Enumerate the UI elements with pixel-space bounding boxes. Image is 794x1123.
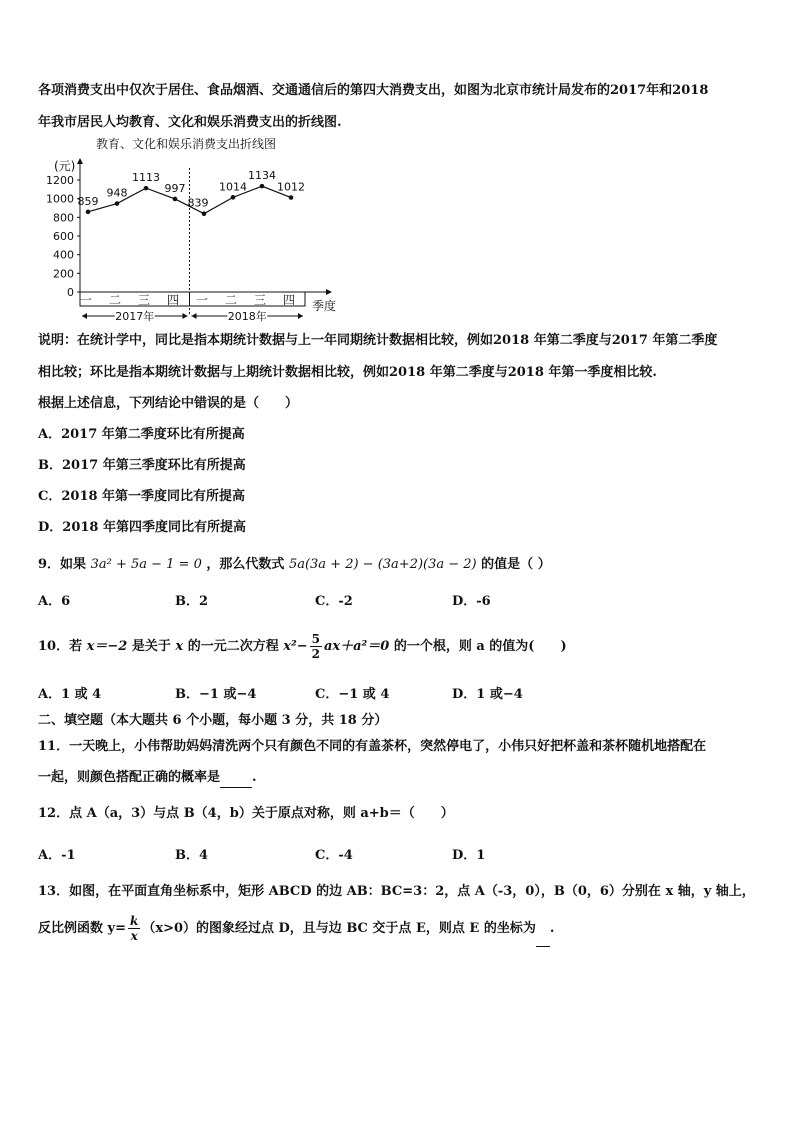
q8-option-c: C．2018 年第一季度同比有所提高	[38, 489, 246, 504]
y-tick-label: 800	[53, 211, 74, 225]
q10-eq-part-2: ax＋a²＝0	[323, 639, 390, 654]
line-chart	[36, 130, 356, 322]
q10-root: x＝−2	[86, 639, 128, 654]
x-category-label: 三	[253, 293, 267, 307]
data-point	[86, 210, 91, 215]
q10-eq-part-1: x²−	[283, 639, 308, 654]
data-label: 859	[77, 194, 99, 208]
y-axis-label: (元)	[54, 159, 76, 173]
q10-frac-den: 2	[311, 647, 320, 661]
year-bracket-arrow-right	[183, 313, 188, 319]
y-tick-label: 1000	[46, 192, 74, 206]
y-axis-arrow	[77, 158, 83, 164]
q13-prefix: 反比例函数 y=	[38, 921, 126, 936]
data-point	[173, 197, 178, 202]
data-point	[202, 211, 207, 216]
q13-frac-num: k	[129, 914, 139, 928]
q10-option-a: A．1 或 4	[38, 687, 102, 702]
x-category-label: 四	[282, 293, 296, 307]
y-tick-label: 1200	[46, 174, 74, 187]
q9-option-d: D．-6	[452, 594, 491, 609]
data-point	[144, 186, 149, 191]
q9-mid: ，那么代数式	[206, 557, 285, 572]
intro-line-2: 年我市居民人均教育、文化和娱乐消费支出的折线图.	[38, 115, 342, 130]
x-category-label: 三	[137, 293, 151, 307]
data-label: 948	[106, 186, 128, 200]
q13-answer-blank	[536, 912, 550, 947]
x-axis-arrow	[326, 289, 332, 295]
q8-option-d: D．2018 年第四季度同比有所提高	[38, 520, 246, 535]
y-tick-label: 200	[53, 267, 74, 281]
data-point	[260, 184, 265, 189]
q10-option-c: C．−1 或 4	[315, 687, 390, 702]
q11-line-2	[38, 769, 257, 788]
data-label: 1134	[248, 169, 276, 183]
q12-option-a: A．-1	[38, 848, 76, 863]
q10-variable: x	[175, 639, 184, 654]
chart-y-ticks	[46, 174, 80, 299]
x-category-label: 一	[195, 293, 209, 307]
q10-suffix: 的一个根，则 a 的值为( )	[393, 639, 567, 654]
chart-title: 教育、文化和娱乐消费支出折线图	[96, 137, 277, 151]
q13-line-2	[38, 912, 554, 947]
intro-line-1: 各项消费支出中仅次于居住、食品烟酒、交通通信后的第四大消费支出，如图为北京市统计局发布的2017年和2018	[38, 83, 709, 98]
data-label: 997	[164, 181, 186, 195]
q12-option-c: C．-4	[315, 848, 353, 863]
chart-x-categories	[80, 292, 305, 322]
q13-frac-den: x	[130, 929, 138, 943]
q10-mid2: 的一元二次方程	[187, 639, 279, 654]
q9-prefix: 9．如果	[38, 557, 87, 572]
q12-option-b: B．4	[175, 848, 209, 863]
x-category-label: 二	[108, 293, 122, 307]
q9-equation: 3a² + 5a − 1 = 0	[90, 557, 202, 572]
q9-option-c: C．-2	[315, 594, 353, 609]
year-bracket-arrow-right	[298, 313, 303, 319]
y-tick-label: 600	[53, 230, 74, 243]
note-line-1: 说明：在统计学中，同比是指本期统计数据与上一年同期统计数据相比较，例如2018 年第二季度与2017 年第二季度	[38, 333, 718, 348]
x-category-label: 一	[79, 293, 93, 307]
q13-line-1: 13．如图，在平面直角坐标系中，矩形 ABCD 的边 AB：BC=3：2，点 A（-3，0），B（0，6）分别在 x 轴，y 轴上，	[38, 884, 755, 899]
x-category-label: 二	[224, 293, 238, 307]
data-point	[115, 201, 120, 206]
q9-stem	[38, 556, 551, 574]
q11-end: .	[252, 770, 257, 785]
q13-end: .	[549, 921, 555, 936]
data-label: 1113	[132, 171, 160, 185]
q9-option-a: A．6	[38, 594, 71, 609]
q10-prefix: 10．若	[38, 639, 83, 654]
year-label: 2018年	[227, 310, 267, 322]
year-bracket-arrow-left	[192, 313, 197, 319]
x-category-label: 四	[166, 293, 180, 307]
q12-stem: 12．点 A（a，3）与点 B（4，b）关于原点对称，则 a+b＝（ ）	[38, 806, 454, 821]
q13-fraction	[128, 914, 140, 943]
q8-option-b: B．2017 年第三季度环比有所提高	[38, 458, 246, 473]
data-label: 1014	[219, 180, 247, 194]
q9-option-b: B．2	[175, 594, 209, 609]
q11-text: 一起，则颜色搭配正确的概率是	[38, 770, 221, 785]
q10-fraction	[310, 632, 322, 661]
q10-mid: 是关于	[131, 639, 171, 654]
chart-series	[78, 169, 306, 216]
q11-answer-blank	[220, 769, 252, 788]
q10-stem	[38, 630, 567, 664]
q9-expression: 5a(3a + 2) − (3a+2)(3a − 2)	[288, 557, 477, 572]
q10-frac-num: 5	[311, 632, 320, 646]
q10-option-d: D．1 或−4	[452, 687, 523, 702]
q8-option-a: A．2017 年第二季度环比有所提高	[38, 427, 245, 442]
data-point	[289, 195, 294, 200]
q11-line-1: 11．一天晚上，小伟帮助妈妈清洗两个只有颜色不同的有盖茶杯，突然停电了，小伟只好把杯盖和茶杯随机地搭配在	[38, 739, 707, 754]
x-axis-label: 季度	[312, 299, 337, 313]
data-point	[231, 195, 236, 200]
y-tick-label: 0	[67, 286, 74, 299]
q9-suffix: 的值是（ ）	[481, 557, 551, 572]
q12-option-d: D．1	[452, 848, 486, 863]
section-2-heading: 二、填空题（本大题共 6 个小题，每小题 3 分，共 18 分）	[38, 713, 388, 728]
note-line-2: 相比较；环比是指本期统计数据与上期统计数据相比较，例如2018 年第二季度与2018 年第一季度相比较.	[38, 365, 657, 380]
year-bracket-arrow-left	[82, 313, 87, 319]
data-label: 839	[187, 196, 209, 210]
year-label: 2017年	[115, 310, 155, 322]
q8-stem: 根据上述信息，下列结论中错误的是（ ）	[38, 396, 299, 411]
q10-option-b: B．−1 或−4	[175, 687, 257, 702]
q13-suffix: （x>0）的图象经过点 D，且与边 BC 交于点 E，则点 E 的坐标为	[142, 921, 536, 936]
data-label: 1012	[277, 180, 305, 194]
y-tick-label: 400	[53, 248, 74, 262]
